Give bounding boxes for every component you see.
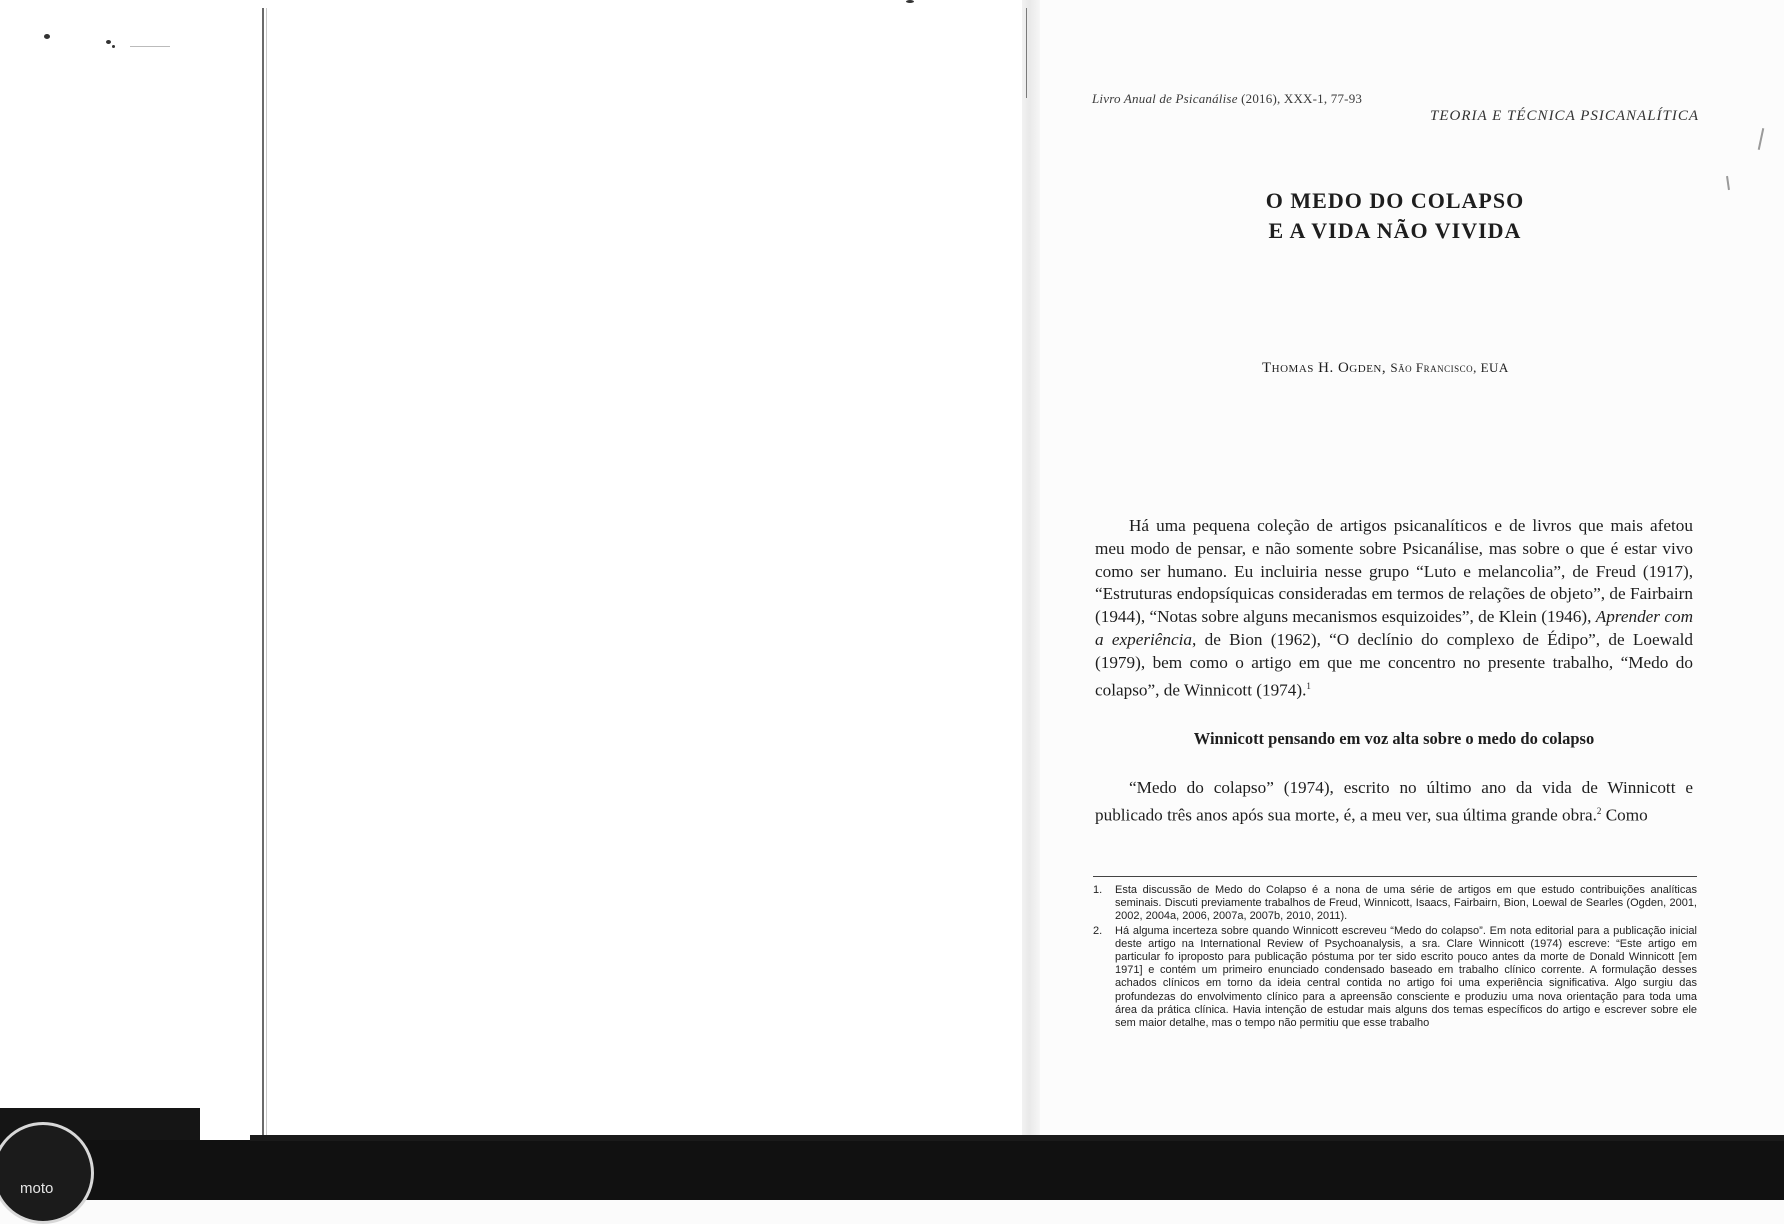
section-heading: TEORIA E TÉCNICA PSICANALÍTICA — [1430, 108, 1700, 124]
intro-text-part-2: , de Bion (1962), “O declínio do complexo de Édipo”, de Loewald (1979), bem como o artigo em que me concentro no presente trabalho, “Medo do colapso”, de Winnicott (1974). — [1095, 629, 1693, 700]
band-edge — [250, 1135, 1784, 1141]
journal-reference — [1092, 91, 1362, 107]
footnote-text: Há alguma incerteza sobre quando Winnicott escreveu “Medo do colapso”. Em nota editorial para a publicação inicial deste artigo na International Review of Psychoanalysis, a sra. Clare Winnicott (1974) escreve: “Este artigo em particular fo iproposto para publicação póstuma por ter sido escrito pouco antes da morte de Donald Winnicott [em 1971] e contém um primeiro enunciado condensado baseado em trabalho clínico corrente. A formulação desses achados clínicos em torno da ideia central contida no artigo foi uma experiência significativa. Algo surgiu das profundezas do envolvimento clínico para a apreensão consciente e produziu uma nova orientação para toda uma área da prática clínica. Havia intenção de estudar mais alguns dos temas específicos do artigo e escrever sobre ele sem maior detalhe, mas o tempo não permitiu que esse trabalho — [1115, 924, 1697, 1030]
article-title — [1100, 186, 1690, 246]
scan-speck — [906, 0, 914, 3]
scan-smudge — [130, 46, 170, 47]
camera-watermark-badge — [0, 1122, 94, 1224]
second-paragraph-text: “Medo do colapso” (1974), escrito no último ano da vida de Winnicott e publicado três anos após sua morte, é, a meu ver, sua última grande obra. — [1095, 778, 1693, 825]
footnote-item — [1093, 925, 1697, 1031]
footnote-item — [1093, 884, 1697, 924]
title-line-2: E A VIDA NÃO VIVIDA — [1268, 218, 1522, 243]
page-edge-line — [262, 8, 264, 1146]
footnote-ref-2: 2 — [1596, 805, 1602, 816]
page-edge-line-faint — [266, 8, 267, 1146]
footnote-ref-1: 1 — [1306, 680, 1311, 691]
second-paragraph-tail: Como — [1601, 805, 1648, 825]
journal-citation: (2016), XXX-1, 77-93 — [1241, 91, 1363, 106]
journal-title: Livro Anual de Psicanálise — [1092, 91, 1238, 106]
intro-paragraph — [1095, 515, 1693, 702]
author-line — [1262, 360, 1509, 377]
scan-speck — [112, 45, 115, 48]
edge-mark — [1726, 176, 1730, 190]
title-line-1: O MEDO DO COLAPSO — [1265, 188, 1525, 213]
scanner-shadow-band — [0, 1140, 1784, 1200]
second-paragraph — [1095, 777, 1693, 827]
footnote-number: 1. — [1093, 884, 1103, 896]
camera-watermark-text: moto — [20, 1180, 54, 1197]
intro-italic-title: Aprender com a experiência — [1095, 607, 1693, 649]
intro-text-part-1: Há uma pequena coleção de artigos psicanalíticos e de livros que mais afetou meu modo de pensar, e não somente sobre Psicanálise, mas sobre o que é estar vivo como ser humano. Eu incluiria nesse grupo “Luto e melancolia”, de Freud (1917), “Estruturas endopsíquicas consideradas em termos de relações de objeto”, de Fairbairn (1944), “Notas sobre alguns mecanismos esquizoides”, de Klein (1946), — [1095, 516, 1693, 627]
author-location: São Francisco, EUA — [1390, 360, 1509, 375]
footnotes-list — [1093, 884, 1697, 1031]
section-subheading: Winnicott pensando em voz alta sobre o medo do colapso — [1193, 729, 1595, 748]
footnote-rule — [1093, 876, 1697, 877]
author-name: Thomas H. Ogden, — [1262, 360, 1387, 376]
footnote-number: 2. — [1093, 924, 1103, 937]
scan-speck — [44, 34, 50, 39]
book-gutter — [1022, 0, 1040, 1140]
scan-speck — [106, 40, 111, 44]
footnote-text: Esta discussão de Medo do Colapso é a nona de uma série de artigos em que estudo contribuições analíticas seminais. Discuti previamente trabalhos de Freud, Winnicott, Isaacs, Fairbairn, Bion, Loewal de Searles (Ogden, 2001, 2002, 2004a, 2006, 2007a, 2007b, 2010, 2011). — [1115, 884, 1697, 923]
edge-mark — [1758, 128, 1765, 150]
gutter-mark — [1026, 8, 1027, 98]
